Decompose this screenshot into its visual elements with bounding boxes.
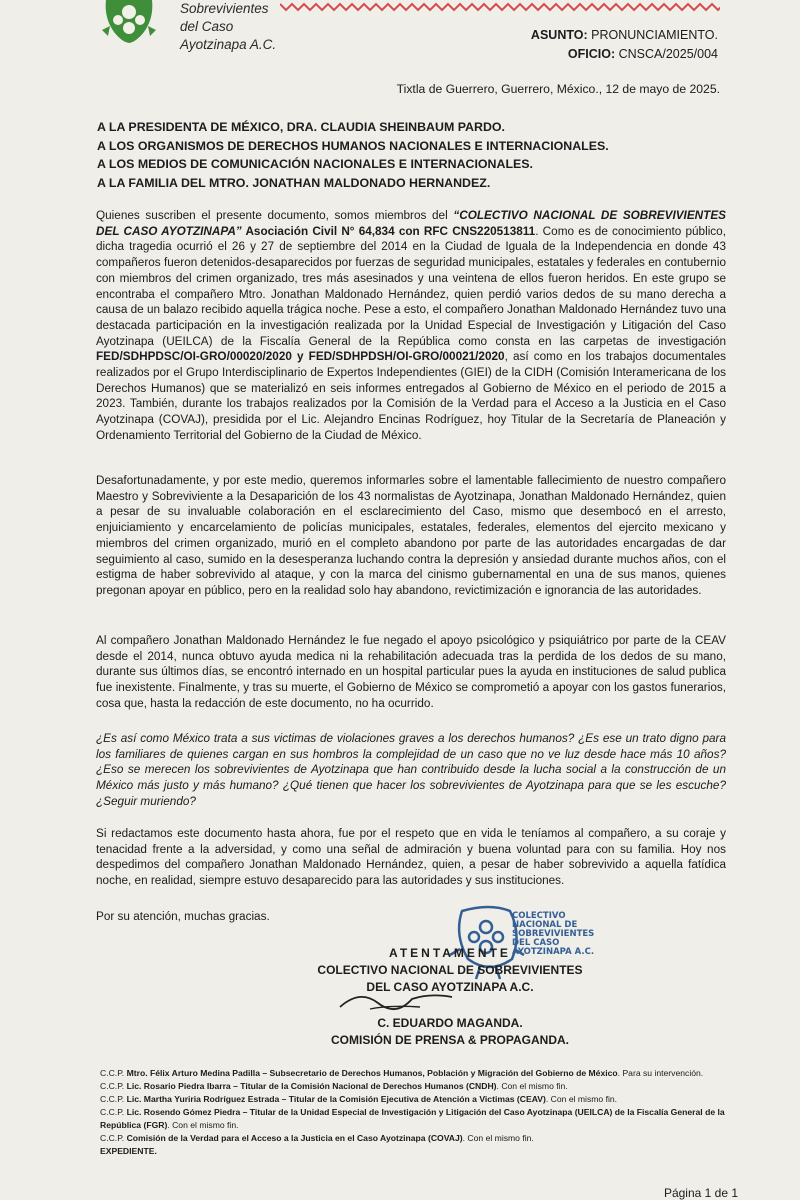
paragraph-denied-support: Al compañero Jonathan Maldonado Hernández le fue negado el apoyo psicológico y psiquiátrico por parte de la CEAV desde el 2014, nunca obtuvo ayuda medica ni la rehabilitación adecuada tras la perdida de los dedos de su mano, durante sus últimos días, se encontró internado en un hospital particular pues la ayuda en instituciones de salud publica fue inexistente. Finalmente, y tras su muerte, el Gobierno de México se comprometió a apoyar con los gastos funerarios, cosa que, hasta la redacción de este documento, no ha ocurrido. <box>96 634 726 710</box>
oficio-line <box>531 45 718 64</box>
document-date: Tixtla de Guerrero, Guerrero, México., 12 de mayo de 2025. <box>396 82 720 96</box>
header-ornament <box>280 0 720 14</box>
paragraph-questions: ¿Es así como México trata a sus victimas de violaciones graves a los derechos humanos? ¿Es ese un trato digno para los familiares de quienes cargan en sus hombros la complejidad de un caso que no ve luz desde hace más 10 años? ¿Eso se merecen los sobrevivientes de Ayotzinapa que han contribuido desde la lucha social a la construcción de un México más justo y más humano? ¿Qué tienen que hacer los sobrevivientes de Ayotzinapa para que se les escuche? ¿Seguir muriendo? <box>96 732 726 808</box>
addressee-line: A LA FAMILIA DEL MTRO. JONATHAN MALDONADO HERNANDEZ. <box>97 175 491 190</box>
collective-name: “COLECTIVO NACIONAL DE SOBREVIVIENTES DEL CASO AYOTZINAPA” <box>96 209 726 238</box>
seal-line5: AYOTZINAPA A.C. <box>512 947 595 957</box>
signature-org-line1: COLECTIVO NACIONAL DE SOBREVIVIENTES <box>317 963 583 977</box>
p1-text-d: . Como es de conocimiento público, dicha tragedia ocurrió el 26 y 27 de septiembre del 2014 en la Ciudad de Iguala de la Independencia en donde 43 compañeros fueron detenidos-desaparecidos por fuerzas de seguridad municipales, estatales y federales en contubernio con miembros del crimen organizado, tres más asesinados y una veintena de ellos fueron heridos. En este grupo se encontraba el compañero Mtro. Jonathan Maldonado Hernández, quien perdió varios dedos de su mano derecha a causa de un balazo recibido aquella trágica noche. Pese a esto, el compañero Jonathan Maldonado Hernández tuvo una destacada participación en la investigación realizada por la Unidad Especial de Investigación y Litigación del Caso Ayotzinapa (UEILCA) de la Fiscalía General de la República como consta en las carpetas de investigación <box>96 224 726 348</box>
asunto-value: PRONUNCIAMIENTO. <box>591 28 718 42</box>
ccp-item: C.C.P. Lic. Rosendo Gómez Piedra – Titular de la Unidad Especial de Investigación y Litigación del Caso Ayotzinapa (UEILCA) de la Fiscalía General de la República (FGR). Con el mismo fin. <box>100 1107 725 1130</box>
carbon-copy-list <box>100 1067 730 1158</box>
oficio-label: OFICIO: <box>567 47 616 61</box>
seal-line1: COLECTIVO <box>512 911 566 921</box>
ccp-item: C.C.P. Lic. Rosario Piedra Ibarra – Titular de la Comisión Nacional de Derechos Humanos (CNDH). Con el mismo fin. <box>100 1081 568 1091</box>
p1-text-a: Quienes suscriben el presente documento, somos miembros del <box>96 209 454 222</box>
ccp-item: C.C.P. Lic. Martha Yuriria Rodríguez Estrada – Titular de la Comisión Ejecutiva de Atención a Victimas (CEAV). Con el mismo fin. <box>100 1094 618 1104</box>
signer-role: COMISIÓN DE PRENSA & PROPAGANDA. <box>330 1033 570 1047</box>
org-name-line2: del Caso <box>180 19 234 34</box>
addressees <box>97 118 609 192</box>
org-name <box>180 0 276 54</box>
document-reference <box>531 26 718 64</box>
paragraph-death-notice: Desafortunadamente, y por este medio, queremos informarles sobre el lamentable fallecimiento de nuestro compañero Maestro y Sobreviviente a la Desaparición de los 43 normalistas de Ayotzinapa, Jonathan Maldonado Hernández, quien a pesar de su invaluable colaboración en el esclarecimiento del Caso, mismo que desembocó en el arresto, enjuiciamiento y encarcelamiento de policías municipales, estatales, federales, elementos del ejercito mexicano y miembros del crimen organizado, murió en el completo abandono por parte de las autoridades encargadas de dar seguimiento al caso, sumido en la desesperanza luchando contra la depresión y ansiedad durante muchos años, con el estigma de haber sobrevivido al ataque, y con la marca del cinismo gubernamental en una de sus manos, quienes pregonan apoyar en público, pero en la realidad solo hay abandono, revictimización e ignorancia de las autoridades. <box>96 474 726 597</box>
addressee-line: A LOS MEDIOS DE COMUNICACIÓN NACIONALES E INTERNACIONALES. <box>97 157 533 171</box>
asunto-label: ASUNTO: <box>530 28 588 42</box>
handwritten-signature <box>330 985 460 1015</box>
signer-name: C. EDUARDO MAGANDA. <box>377 1016 523 1030</box>
civil-association-id: Asociación Civil N° 64,834 con RFC CNS220513811 <box>241 224 536 238</box>
oficio-value: CNSCA/2025/004 <box>618 47 718 61</box>
ccp-item: C.C.P. Comisión de la Verdad para el Acceso a la Justicia en el Caso Ayotzinapa (COVAJ). Con el mismo fin. <box>100 1133 534 1143</box>
addressee-line: A LA PRESIDENTA DE MÉXICO, DRA. CLAUDIA SHEINBAUM PARDO. <box>97 120 505 134</box>
expediente-label: EXPEDIENTE. <box>100 1146 157 1156</box>
case-file-numbers: FED/SDHPDSC/OI-GRO/00020/2020 y FED/SDHPDSH/OI-GRO/00021/2020 <box>96 350 505 364</box>
paragraph-introduction <box>96 208 726 444</box>
seal-line2: NACIONAL DE <box>512 920 578 930</box>
org-name-line3: Ayotzinapa A.C. <box>180 37 277 52</box>
turtle-logo-icon <box>100 0 158 44</box>
atentamente-label: ATENTAMENTE <box>389 946 511 960</box>
paragraph-farewell: Si redactamos este documento hasta ahora, fue por el respeto que en vida le teníamos al compañero, a su coraje y tenacidad frente a la adversidad, y como una señal de admiración y buena voluntad para con su familia. Hoy nos despedimos del compañero Jonathan Maldonado Hernández, quien, a pesar de haber sobrevivido a aquella fatídica noche, en realidad, siempre estuvo desaparecido para las autoridades y sus instituciones. <box>96 827 726 888</box>
asunto-line <box>531 26 718 45</box>
org-name-line1: Sobrevivientes <box>180 1 269 16</box>
page-number: Página 1 de 1 <box>663 1186 738 1200</box>
ccp-item: C.C.P. Mtro. Félix Arturo Medina Padilla – Subsecretario de Derechos Humanos, Población y Migración del Gobierno de México. Para su intervención. <box>100 1068 704 1078</box>
signature-org-line2: DEL CASO AYOTZINAPA A.C. <box>366 980 534 994</box>
closing-thanks: Por su atención, muchas gracias. <box>96 910 270 923</box>
p1-text-f: , así como en los trabajos documentales realizados por el Grupo Interdisciplinario de Expertos Independientes (GIEI) de la CIDH (Comisión Interamericana de los Derechos Humanos) que se materializó en seis informes entregados al Gobierno de México en el periodo de 2015 a 2023. También, durante los trabajos realizados por la Comisión de la Verdad para el Acceso a la Justicia en el Caso Ayotzinapa (COVAJ), presidida por el Lic. Alejandro Encinas Rodríguez, hoy Titular de la Secretaría de Planeación y Ordenamiento Territorial del Gobierno de la Ciudad de México. <box>96 350 726 442</box>
signer-block <box>290 1015 610 1049</box>
seal-line4: DEL CASO <box>512 938 560 948</box>
seal-line3: SOBREVIVIENTES <box>512 929 595 939</box>
addressee-line: A LOS ORGANISMOS DE DERECHOS HUMANOS NACIONALES E INTERNACIONALES. <box>97 138 609 153</box>
